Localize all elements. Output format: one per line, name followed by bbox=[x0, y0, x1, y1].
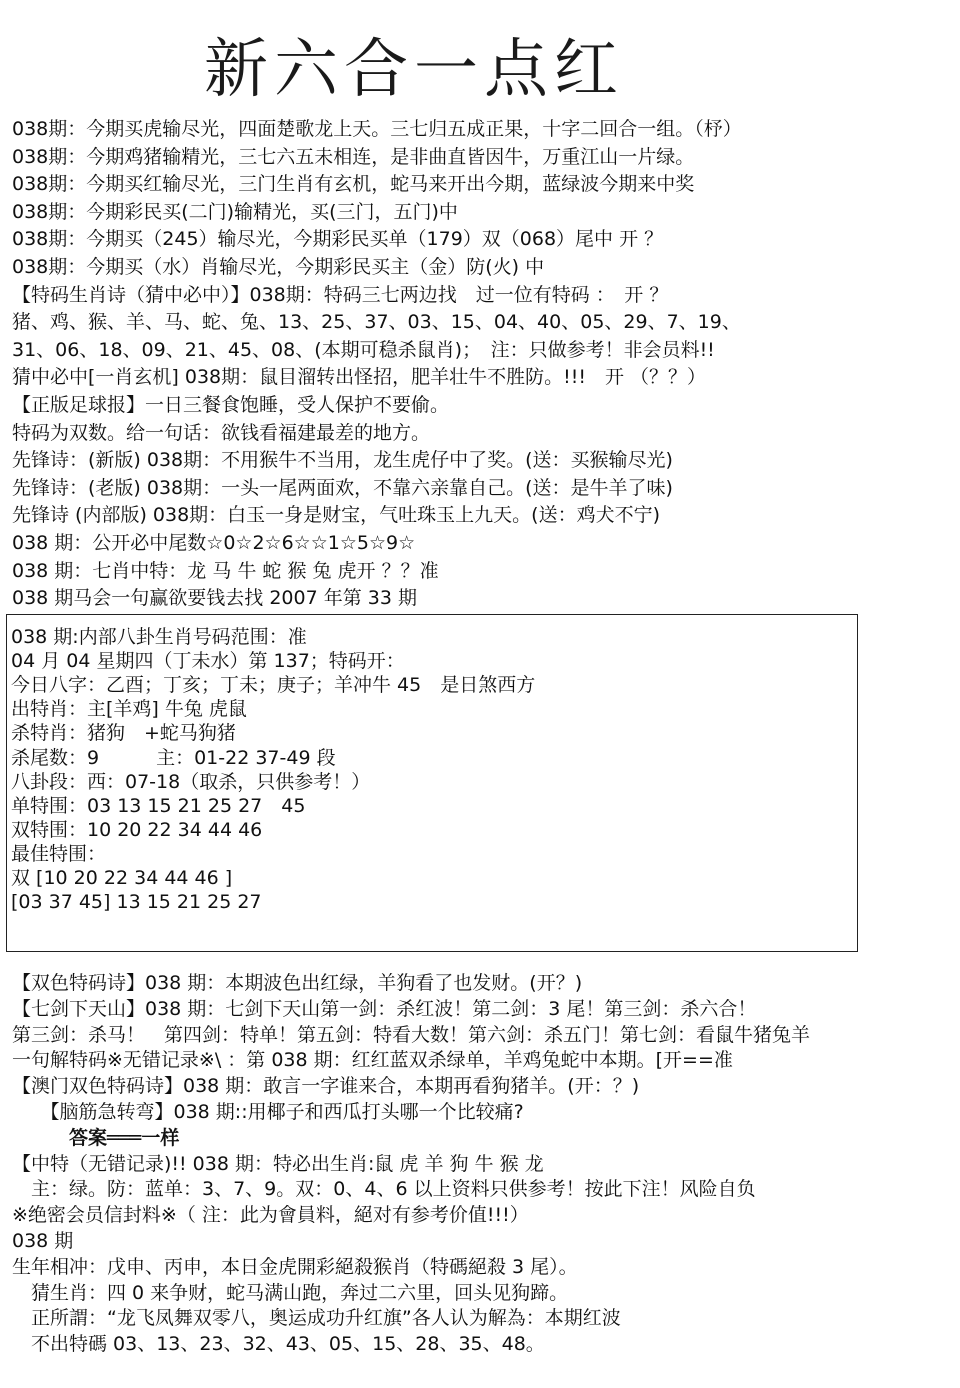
section1-line: 先锋诗：(新版) 038期：不用猴牛不当用，龙生虎仔中了奖。(送：买猴输尽光) bbox=[12, 449, 673, 472]
box-line: 最佳特围： bbox=[11, 842, 107, 865]
section1-line: 038 期马会一句赢欲要钱去找 2007 年第 33 期 bbox=[12, 587, 417, 610]
box-line: 038 期:内部八卦生肖号码范围：准 bbox=[11, 626, 307, 648]
page-title: 新六合一点红 bbox=[204, 33, 624, 107]
section2-line: 【脑筋急转弯】038 期::用椰子和西瓜打头哪一个比较痛? bbox=[12, 1101, 524, 1123]
section1-line: 特码为双数。给一句话：欲钱看福建最差的地方。 bbox=[12, 421, 431, 444]
section1-line: 038期：今期买（245）输尽光，今期彩民买单（179）双（068）尾中 开 ？ bbox=[12, 228, 664, 251]
box-line: 杀尾数：9 主：01-22 37-49 段 bbox=[11, 746, 336, 769]
section1-line: 038期：今期鸡猪输精光，三七六五未相连，是非曲直皆因牛，万重江山一片绿。 bbox=[12, 145, 695, 168]
section1-line: 31、06、18、09、21、45、08、(本期可稳杀鼠肖)； 注：只做参考！非会员料!! bbox=[12, 338, 715, 361]
section2-line: 【双色特码诗】038 期：本期波色出红绿，羊狗看了也发财。(开？) bbox=[12, 972, 583, 994]
section2-line: 主：绿。防：蓝单：3、7、9。双：0、4、6 以上资料只供参考！按此下注！风险自负 bbox=[12, 1178, 756, 1201]
section1-line: 038期：今期买（水）肖输尽光，今期彩民买主（金）防(火) 中 bbox=[12, 256, 545, 278]
section2-line: 【七剑下天山】038 期：七剑下天山第一剑：杀红波！第二剑：3 尾！第三剑：杀六合！ bbox=[12, 997, 757, 1020]
section2-line: 不出特碼 03、13、23、32、43、05、15、28、35、48。 bbox=[12, 1333, 545, 1356]
section2-line: 猜生肖：四 0 来争财，蛇马满山跑，奔过二六里，回头见狗蹄。 bbox=[12, 1281, 569, 1304]
box-line: 今日八字：乙酉；丁亥；丁未；庚子；羊冲牛 45 是日煞西方 bbox=[11, 674, 536, 697]
section2-line: 答案═══一样 bbox=[12, 1126, 180, 1149]
section1-line: 038期：今期彩民买(二门)输精光，买(三门，五门)中 bbox=[12, 200, 458, 223]
section1-line: 猪、鸡、猴、羊、马、蛇、兔、13、25、37、03、15、04、40、05、29、7、19、 bbox=[12, 311, 741, 334]
section1-line: 【特码生肖诗（猜中必中）】038期：特码三七两边找 过一位有特码 ： 开 ？ bbox=[12, 283, 669, 306]
section2-line: 【中特（无错记录)!! 038 期：特必出生肖:鼠 虎 羊 狗 牛 猴 龙 bbox=[12, 1152, 544, 1175]
section1-line: 038期：今期买红输尽光，三门生肖有玄机，蛇马来开出今期，蓝绿波今期来中奖 bbox=[12, 173, 695, 196]
section2-line: 生年相冲：戊申、丙申，本日金虎開彩絕殺猴肖（特碼絕殺 3 尾）。 bbox=[12, 1255, 578, 1278]
section2-line: 038 期 bbox=[12, 1230, 74, 1252]
box-line: 八卦段：西：07-18（取杀，只供参考！） bbox=[11, 770, 371, 793]
box-line: 杀特肖：猪狗 +蛇马狗猪 bbox=[11, 722, 236, 745]
section1-line: 038 期：七肖中特：龙 马 牛 蛇 猴 兔 虎开 ？？准 bbox=[12, 559, 439, 582]
section1-line: 038期：今期买虎输尽光，四面楚歌龙上天。三七归五成正果，十字二回合一组。（杼） bbox=[12, 118, 742, 140]
section2-line: 第三剑：杀马！ 第四剑：特单！第五剑：特看大数！第六剑：杀五门！第七剑：看鼠牛猪兔羊 bbox=[12, 1023, 811, 1046]
box-line: 出特肖：主[羊鸡] 牛兔 虎鼠 bbox=[11, 698, 247, 721]
section1-line: 先锋诗：(老版) 038期：一头一尾两面欢，不靠六亲靠自己。(送：是牛羊了味) bbox=[12, 476, 673, 499]
box-line: 双特围：10 20 22 34 44 46 bbox=[11, 818, 263, 841]
bagua-info-box bbox=[6, 614, 858, 952]
section2-line: 【澳门双色特码诗】038 期：敢言一字谁来合，本期再看狗猪羊。(开：？) bbox=[12, 1075, 640, 1098]
section1-line: 038 期：公开必中尾数☆0☆2☆6☆☆1☆5☆9☆ bbox=[12, 532, 416, 554]
box-line: 04 月 04 星期四（丁未水）第 137；特码开： bbox=[11, 650, 405, 673]
section2-line: 正所謂：“龙飞凤舞双零八，奥运成功升红旗”各人认为解為：本期红波 bbox=[12, 1307, 621, 1330]
box-line: [03 37 45] 13 15 21 25 27 bbox=[11, 891, 262, 914]
section1-line: 【正版足球报】一日三餐食饱睡，受人保护不要偷。 bbox=[12, 394, 450, 416]
section1-line: 先锋诗 (内部版) 038期：白玉一身是财宝，气吐珠玉上九天。(送：鸡犬不宁) bbox=[12, 504, 660, 527]
section2-line: 一句解特码※无错记录※\ ：第 038 期：红红蓝双杀绿单，羊鸡兔蛇中本期。[开==准 bbox=[12, 1049, 733, 1072]
box-line: 单特围：03 13 15 21 25 27 45 bbox=[11, 794, 306, 817]
section1-line: 猜中必中[一肖玄机] 038期：鼠目溜转出怪招，肥羊壮牛不胜防。!!! 开 （？？） bbox=[12, 366, 707, 389]
section2-line: ※绝密会员信封料※（ 注：此为會員料，絕对有参考价值!!!） bbox=[12, 1204, 529, 1227]
box-line: 双 [10 20 22 34 44 46 ] bbox=[11, 867, 233, 889]
